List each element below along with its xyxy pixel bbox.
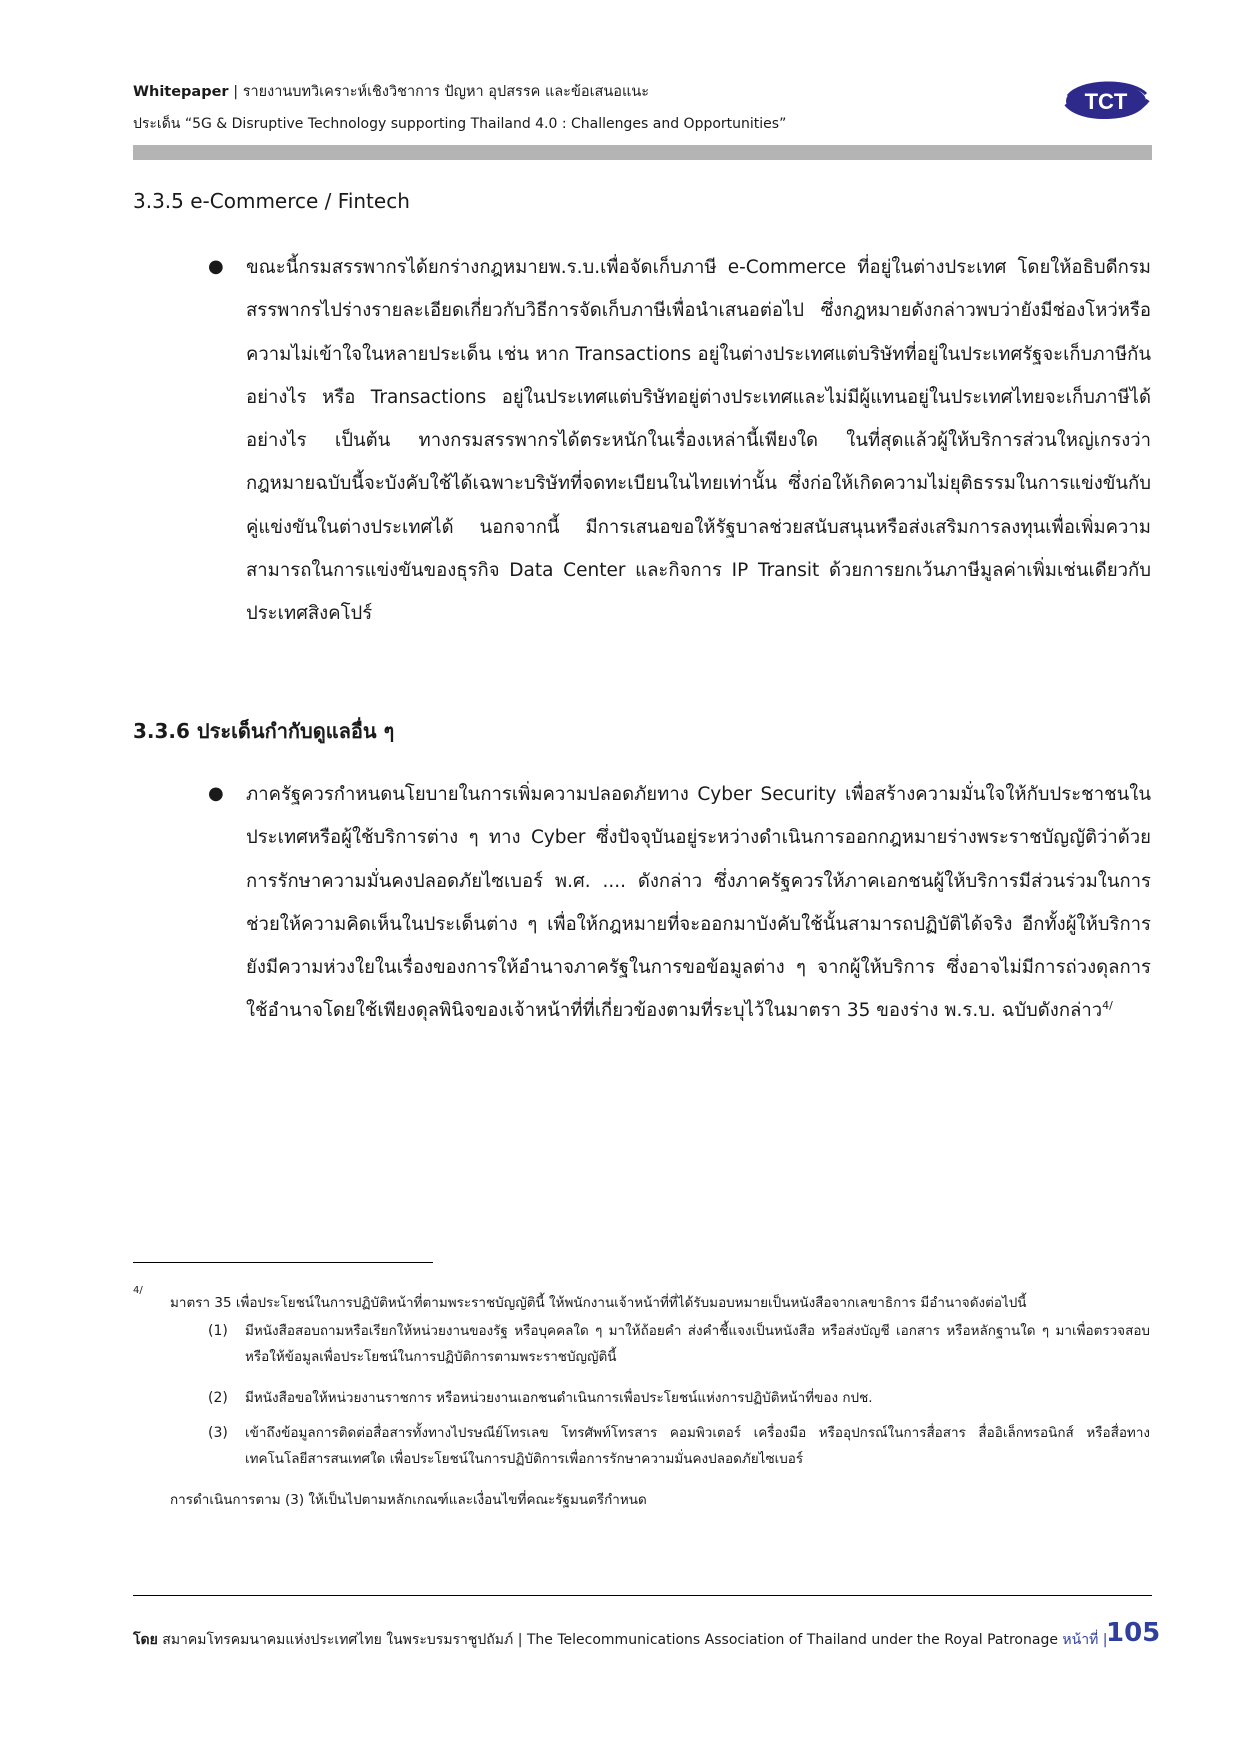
footer-org-thai: สมาคมโทรคมนาคมแห่งประเทศไทย ในพระบรมราชูปถัมภ์ — [162, 1632, 514, 1648]
footnote-reference: 4/ — [1102, 999, 1113, 1013]
page-number: 105 — [1106, 1618, 1161, 1648]
footnote-item-text: มีหนังสือสอบถามหรือเรียกให้หน่วยงานของรัฐ หรือบุคคลใด ๆ มาให้ถ้อยคำ ส่งคำชี้แจงเป็นหนังสือ หรือส่งบัญชี เอกสาร หรือหลักฐานใด ๆ มาเพื่อตรวจสอบหรือให้ข้อมูลเพื่อประโยชน์ในการปฏิบัติการตามพระราชบัญญัตินี้ — [245, 1323, 1150, 1365]
doc-type: Whitepaper — [133, 84, 229, 100]
section-paragraph-335: ขณะนี้กรมสรรพากรได้ยกร่างกฎหมายพ.ร.บ.เพื่อจัดเก็บภาษี e-Commerce ที่อยู่ในต่างประเทศ โดยให้อธิบดีกรมสรรพากรไปร่างรายละเอียดเกี่ยวกับวิธีการจัดเก็บภาษีเพื่อนำเสนอต่อไป ซึ่งกฎหมายดังกล่าวพบว่ายังมีช่องโหว่หรือความไม่เข้าใจในหลายประเด็น เช่น หาก Transactions อยู่ในต่างประเทศแต่บริษัทที่อยู่ในประเทศรัฐจะเก็บภาษีกันอย่างไร หรือ Transactions อยู่ในประเทศแต่บริษัทอยู่ต่างประเทศและไม่มีผู้แทนอยู่ในประเทศไทยจะเก็บภาษีได้อย่างไร เป็นต้น ทางกรมสรรพากรได้ตระหนักในเรื่องเหล่านี้เพียงใด ในที่สุดแล้วผู้ให้บริการส่วนใหญ่เกรงว่ากฎหมายฉบับนี้จะบังคับใช้ได้เฉพาะบริษัทที่จดทะเบียนในไทยเท่านั้น ซึ่งก่อให้เกิดความไม่ยุติธรรมในการแข่งขันกับคู่แข่งขันในต่างประเทศได้ นอกจากนี้ มีการเสนอขอให้รัฐบาลช่วยสนับสนุนหรือส่งเสริมการลงทุนเพื่อเพิ่มความสามารถในการแข่งขันของธุรกิจ Data Center และกิจการ IP Transit ด้วยการยกเว้นภาษีมูลค่าเพิ่มเช่นเดียวกับประเทศสิงคโปร์ — [246, 257, 1151, 625]
page-label: หน้าที่ | — [1062, 1632, 1108, 1648]
footnote-item-number: (2) — [208, 1390, 228, 1406]
footer-by-label: โดย — [133, 1632, 158, 1648]
section-paragraph-336 — [246, 773, 1151, 1033]
footer-separator: | — [513, 1632, 527, 1648]
footnote-mark: 4/ — [133, 1285, 143, 1296]
footnote-item-number: (1) — [208, 1323, 228, 1339]
paragraph-text: ภาครัฐควรกำหนดนโยบายในการเพิ่มความปลอดภัยทาง Cyber Security เพื่อสร้างความมั่นใจให้กับประชาชนในประเทศหรือผู้ใช้บริการต่าง ๆ ทาง Cyber ซึ่งปัจจุบันอยู่ระหว่างดำเนินการออกกฎหมายร่างพระราชบัญญัติว่าด้วยการรักษาความมั่นคงปลอดภัยไซเบอร์ พ.ศ. .... ดังกล่าว ซึ่งภาครัฐควรให้ภาคเอกชนผู้ให้บริการมีส่วนร่วมในการช่วยให้ความคิดเห็นในประเด็นต่าง ๆ เพื่อให้กฎหมายที่จะออกมาบังคับใช้นั้นสามารถปฏิบัติได้จริง อีกทั้งผู้ให้บริการยังมีความห่วงใยในเรื่องของการให้อำนาจภาครัฐในการขอข้อมูลต่าง ๆ จากผู้ให้บริการ ซึ่งอาจไม่มีการถ่วงดุลการใช้อำนาจโดยใช้เพียงดุลพินิจของเจ้าหน้าที่ที่เกี่ยวข้องตามที่ระบุไว้ในมาตรา 35 ของร่าง พ.ร.บ. ฉบับดังกล่าว — [246, 784, 1151, 1022]
footer-org-english: The Telecommunications Association of Thailand under the Royal Patronage — [526, 1632, 1058, 1648]
section-heading-336: 3.3.6 ประเด็นกำกับดูแลอื่น ๆ — [133, 719, 395, 743]
header-separator: | — [228, 84, 243, 100]
header-subject: ประเด็น “5G & Disruptive Technology supporting Thailand 4.0 : Challenges and Opportunities” — [133, 116, 787, 132]
footnote-item-number: (3) — [208, 1425, 228, 1441]
header-title-line — [133, 80, 649, 103]
section-heading-335: 3.3.5 e-Commerce / Fintech — [133, 189, 410, 213]
footnote-divider — [133, 1262, 433, 1263]
footer-text — [133, 1629, 1107, 1651]
header-divider-bar — [133, 145, 1152, 160]
footnote-item-text: มีหนังสือขอให้หน่วยงานราชการ หรือหน่วยงานเอกชนดำเนินการเพื่อประโยชน์แห่งการปฏิบัติหน้าที่ของ กปช. — [245, 1390, 873, 1406]
footnote-closing: การดำเนินการตาม (3) ให้เป็นไปตามหลักเกณฑ์และเงื่อนไขที่คณะรัฐมนตรีกำหนด — [170, 1492, 647, 1508]
bullet-icon: ● — [208, 783, 224, 804]
footnote-item-text: เข้าถึงข้อมูลการติดต่อสื่อสารทั้งทางไปรษณีย์โทรเลข โทรศัพท์โทรสาร คอมพิวเตอร์ เครื่องมือ หรืออุปกรณ์ในการสื่อสาร สื่ออิเล็กทรอนิกส์ หรือสื่อทางเทคโนโลยีสารสนเทศใด เพื่อประโยชน์ในการปฏิบัติการเพื่อการรักษาความมั่นคงปลอดภัยไซเบอร์ — [245, 1425, 1150, 1467]
footer-divider — [133, 1595, 1152, 1596]
logo-text: TCT — [1084, 89, 1128, 114]
footnote-intro: มาตรา 35 เพื่อประโยชน์ในการปฏิบัติหน้าที่ตามพระราชบัญญัตินี้ ให้พนักงานเจ้าหน้าที่ที่ได้รับมอบหมายเป็นหนังสือจากเลขาธิการ มีอำนาจดังต่อไปนี้ — [170, 1295, 1027, 1311]
doc-description: รายงานบทวิเคราะห์เชิงวิชาการ ปัญหา อุปสรรค และข้อเสนอแนะ — [242, 84, 650, 100]
tct-logo — [1060, 76, 1152, 126]
bullet-icon: ● — [208, 256, 224, 277]
